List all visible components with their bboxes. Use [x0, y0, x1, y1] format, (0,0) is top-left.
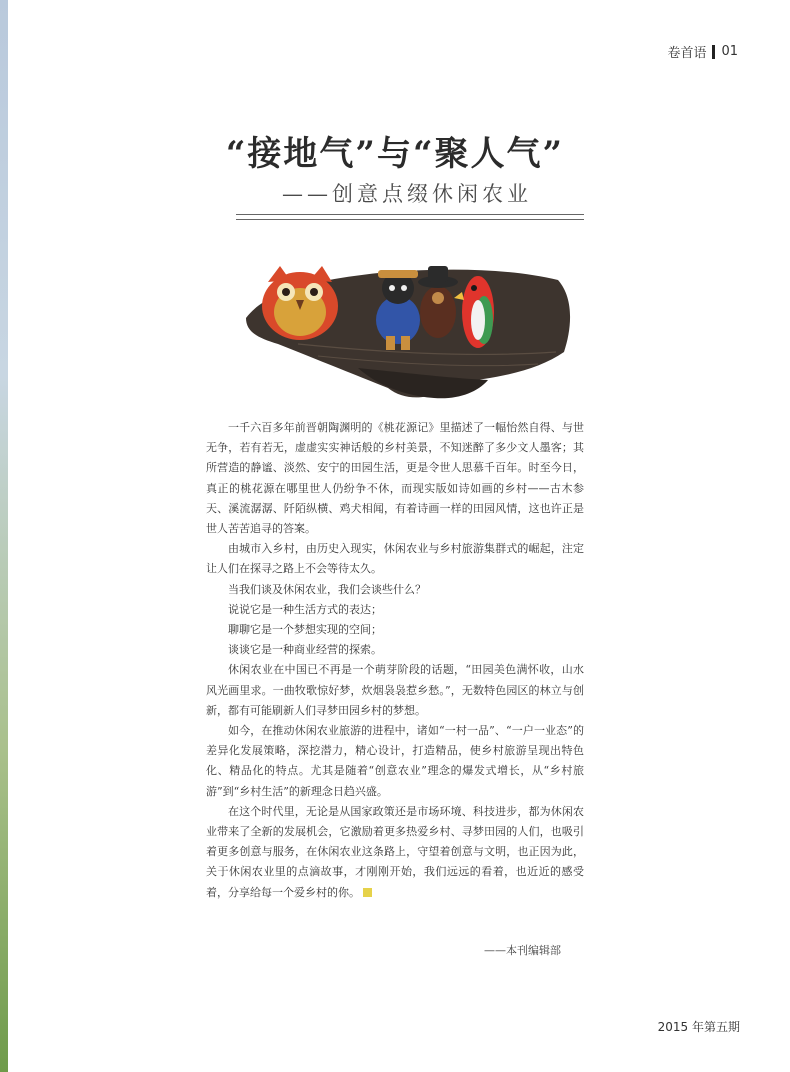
- running-header: [667, 42, 738, 61]
- title-rule-top: [236, 214, 584, 215]
- paragraph: 一千六百多年前晋朝陶渊明的《桃花源记》里描述了一幅怡然自得、与世无争，若有若无，虚虚实实神话般的乡村美景，不知迷醉了多少文人墨客；其所营造的静谧、淡然、安宁的田园生活，更是令世人思慕千百年。时至今日，真正的桃花源在哪里世人仍纷争不休，而现实版如诗如画的乡村——古木参天、溪流潺潺、阡陌纵横、鸡犬相闻，有着诗画一样的田园风情，这也许正是世人苦苦追寻的答案。: [206, 421, 584, 536]
- paragraph: 休闲农业在中国已不再是一个萌芽阶段的话题，“田园美色满怀收，山水风光画里求。一曲牧歌惊好梦，炊烟袅袅惹乡愁。”，无数特色园区的林立与创新，都有可能刷新人们寻梦田园乡村的梦想。: [206, 663, 584, 717]
- paragraph: 聊聊它是一个梦想实现的空间；: [228, 623, 382, 637]
- section-label: 卷首语: [667, 46, 707, 61]
- article-body: [206, 418, 584, 903]
- paragraph: 谈谈它是一种商业经营的探索。: [228, 643, 382, 657]
- signature: ——本刊编辑部: [484, 944, 561, 957]
- paragraph: 当我们谈及休闲农业，我们会谈些什么？: [228, 582, 426, 596]
- paragraph-last: [206, 802, 584, 903]
- title-rule-bottom: [236, 219, 584, 220]
- paragraph-text: 在这个时代里，无论是从国家政策还是市场环境、科技进步，都为休闲农业带来了全新的发展机会，它激励着更多热爱乡村、寻梦田园的人们，也吸引着更多创意与服务，在休闲农业这条路上，守望着创意与文明，也正因为此，关于休闲农业里的点滴故事，才刚刚开始，我们远远的看着，也近近的感受着，分享给每一个爱乡村的你。: [206, 804, 584, 899]
- page-number: 01: [721, 44, 738, 59]
- header-divider: [712, 45, 715, 59]
- folk-toys-photo-icon: [238, 248, 578, 406]
- issue-footer: 2015 年第五期: [657, 1020, 740, 1034]
- paragraph: 说说它是一种生活方式的表达；: [228, 602, 382, 616]
- article-subtitle: ——创意点缀休闲农业: [282, 182, 532, 206]
- end-mark-icon: [363, 888, 372, 897]
- paragraph: 如今，在推动休闲农业旅游的进程中，诸如“一村一品”、“一户一业态”的差异化发展策略，深挖潜力，精心设计，打造精品，使乡村旅游呈现出特色化、精品化的特点。尤其是随着“创意农业”理念的爆发式增长，从“乡村旅游”到“乡村生活”的新理念日趋兴盛。: [206, 724, 584, 798]
- paragraph: 由城市入乡村，由历史入现实，休闲农业与乡村旅游集群式的崛起，注定让人们在探寻之路上不会等待太久。: [206, 542, 584, 576]
- article-title: “接地气”与“聚人气”: [225, 134, 565, 174]
